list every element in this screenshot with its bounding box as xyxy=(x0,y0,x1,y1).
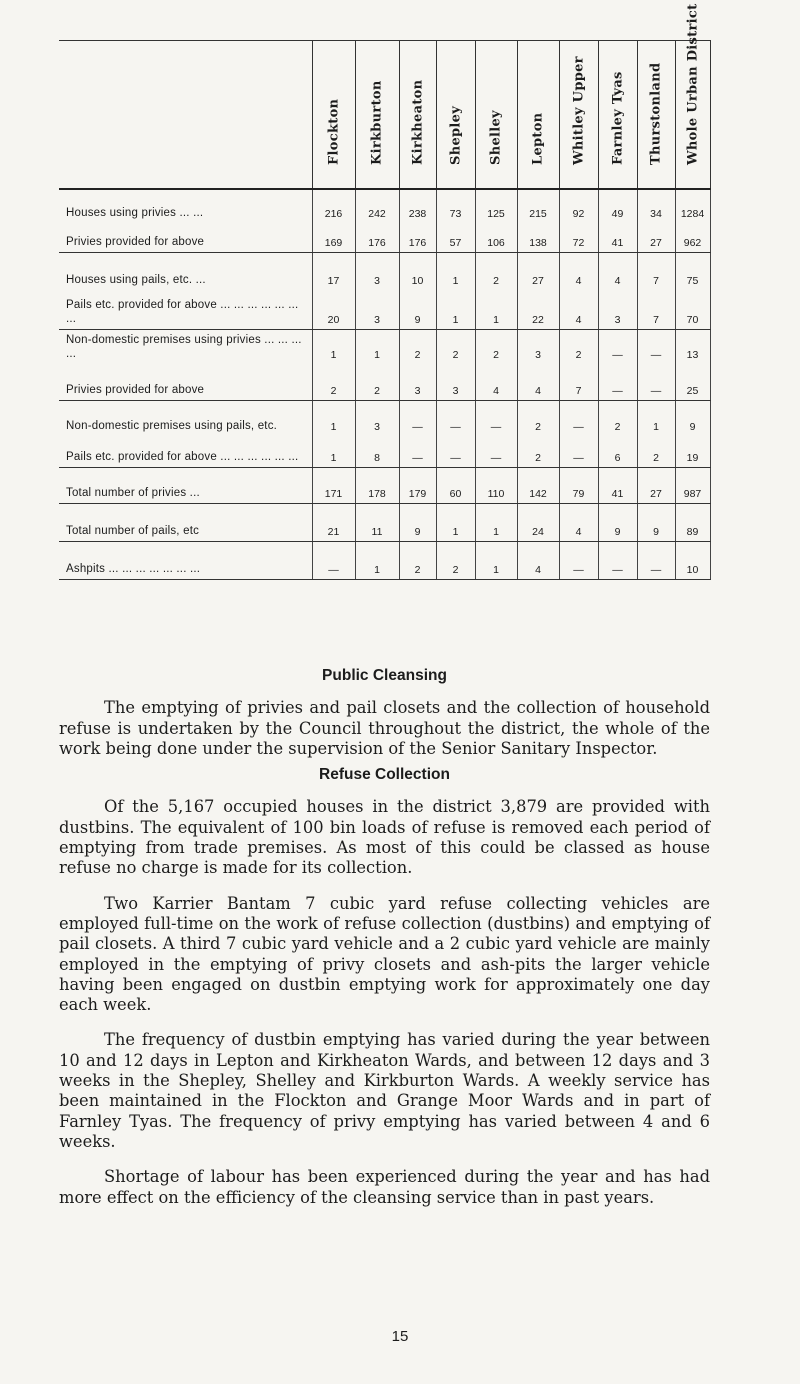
column-header: Shelley xyxy=(475,41,517,190)
table-cell: — xyxy=(475,401,517,437)
table-cell: 1 xyxy=(312,401,355,437)
table-cell: — xyxy=(637,364,675,401)
table-cell: 3 xyxy=(355,401,399,437)
table-cell: 2 xyxy=(598,401,637,437)
table-cell: 10 xyxy=(675,542,710,580)
paragraph: The frequency of dustbin emptying has varied during the year between 10 and 12 days in Lepton and Kirkheaton Wards, and between 12 days and 3 weeks in the Shepley, Shelley and Kirkburton Wards. A weekly service has been maintained in the Flockton and Grange Moor Wards and in part of Farnley Tyas. The frequency of privy emptying has varied between 4 and 6 weeks. xyxy=(59,1030,710,1151)
table-cell: 92 xyxy=(559,189,598,223)
table-cell: 125 xyxy=(475,189,517,223)
table-cell: 7 xyxy=(637,290,675,330)
section-heading-public-cleansing: Public Cleansing xyxy=(322,667,447,684)
table-row xyxy=(59,436,710,468)
table-cell: 49 xyxy=(598,189,637,223)
table-cell: 4 xyxy=(559,253,598,291)
table-cell: 4 xyxy=(517,542,559,580)
table-header-row xyxy=(59,41,710,190)
table-cell: 2 xyxy=(436,330,475,365)
table-cell: 27 xyxy=(517,253,559,291)
table-cell: 215 xyxy=(517,189,559,223)
table-cell: 238 xyxy=(399,189,436,223)
table-cell: 142 xyxy=(517,468,559,504)
table-row xyxy=(59,542,710,580)
table-cell: 3 xyxy=(598,290,637,330)
table-row xyxy=(59,330,710,365)
table-cell: 1 xyxy=(475,290,517,330)
table-row xyxy=(59,253,710,291)
table-cell: 9 xyxy=(399,290,436,330)
table-cell: — xyxy=(312,542,355,580)
column-header: Kirkburton xyxy=(355,41,399,190)
table-cell: 2 xyxy=(355,364,399,401)
table-cell: 89 xyxy=(675,504,710,542)
row-label: Privies provided for above xyxy=(59,364,312,401)
column-header: Lepton xyxy=(517,41,559,190)
table-cell: 8 xyxy=(355,436,399,468)
column-header: Whole Urban District xyxy=(675,41,710,190)
table-row xyxy=(59,401,710,437)
table-cell: — xyxy=(637,330,675,365)
table-cell: 179 xyxy=(399,468,436,504)
table-cell: 4 xyxy=(475,364,517,401)
table-cell: — xyxy=(598,330,637,365)
table-cell: 17 xyxy=(312,253,355,291)
table-row xyxy=(59,364,710,401)
table-cell: 176 xyxy=(355,223,399,253)
row-label: Total number of pails, etc xyxy=(59,504,312,542)
table-cell: 1 xyxy=(355,330,399,365)
row-label: Ashpits ... ... ... ... ... ... ... xyxy=(59,542,312,580)
table-cell: 216 xyxy=(312,189,355,223)
table-cell: 2 xyxy=(312,364,355,401)
column-header: Shepley xyxy=(436,41,475,190)
paragraph-intro: The emptying of privies and pail closets and the collection of household refuse is undertaken by the Council throughout the district, the whole of the work being done under the supervision of the Senior Sanitary Inspector. xyxy=(59,698,710,758)
table-cell: 9 xyxy=(399,504,436,542)
table-cell: 19 xyxy=(675,436,710,468)
table-cell: 72 xyxy=(559,223,598,253)
table-cell: 13 xyxy=(675,330,710,365)
table-cell: — xyxy=(559,436,598,468)
table-cell: 70 xyxy=(675,290,710,330)
page-number: 15 xyxy=(391,1328,409,1345)
table-cell: — xyxy=(598,364,637,401)
table-cell: 25 xyxy=(675,364,710,401)
table-cell: 4 xyxy=(559,290,598,330)
row-label: Pails etc. provided for above ... ... ... ... ... ... xyxy=(59,436,312,468)
paragraph: Shortage of labour has been experienced during the year and has had more effect on the efficiency of the cleansing service than in past years. xyxy=(59,1167,710,1207)
table-cell: — xyxy=(399,401,436,437)
table-cell: — xyxy=(436,436,475,468)
table-cell: 1 xyxy=(637,401,675,437)
table-cell: — xyxy=(559,542,598,580)
row-label: Non-domestic premises using pails, etc. xyxy=(66,420,278,432)
body-text xyxy=(59,666,710,1223)
table-cell: 41 xyxy=(598,468,637,504)
row-label: Houses using privies ... ... xyxy=(66,207,204,219)
table-cell: 4 xyxy=(517,364,559,401)
table-cell: 1 xyxy=(436,290,475,330)
table-cell: 178 xyxy=(355,468,399,504)
column-header: Thurstonland xyxy=(637,41,675,190)
row-label: Houses using pails, etc. ... xyxy=(66,274,206,286)
table-cell: — xyxy=(436,401,475,437)
table-cell: 176 xyxy=(399,223,436,253)
table-cell: 2 xyxy=(399,330,436,365)
table-cell: 171 xyxy=(312,468,355,504)
table-cell: 6 xyxy=(598,436,637,468)
table-cell: 24 xyxy=(517,504,559,542)
row-label: Pails etc. provided for above ... ... ... ... ... ... ... xyxy=(59,290,312,330)
header-corner xyxy=(59,41,312,190)
table-cell: 242 xyxy=(355,189,399,223)
table-cell: 138 xyxy=(517,223,559,253)
table-cell: 2 xyxy=(399,542,436,580)
table-cell: 4 xyxy=(559,504,598,542)
row-label: Total number of privies ... xyxy=(59,468,312,504)
table-cell: 2 xyxy=(559,330,598,365)
table-cell: 57 xyxy=(436,223,475,253)
table-cell: — xyxy=(598,542,637,580)
table-row xyxy=(59,290,710,330)
table-cell: 1 xyxy=(312,436,355,468)
table-cell: 2 xyxy=(517,401,559,437)
table-cell: 27 xyxy=(637,223,675,253)
table-cell: 1 xyxy=(475,542,517,580)
paragraph: Of the 5,167 occupied houses in the district 3,879 are provided with dustbins. The equivalent of 100 bin loads of refuse is removed each period of emptying from trade premises. As most of this could be classed as house refuse no charge is made for its collection. xyxy=(59,797,710,878)
column-header: Farnley Tyas xyxy=(598,41,637,190)
table-cell: 41 xyxy=(598,223,637,253)
paragraph: Two Karrier Bantam 7 cubic yard refuse collecting vehicles are employed full-time on the work of refuse collection (dustbins) and emptying of pail closets. A third 7 cubic yard vehicle and a 2 cubic yard vehicle are mainly employed in the emptying of privy closets and ash-pits the larger vehicle having been engaged on dustbin emptying work for approximately one day each week. xyxy=(59,893,710,1015)
table-cell: 22 xyxy=(517,290,559,330)
table-cell: 3 xyxy=(355,290,399,330)
row-label: Privies provided for above xyxy=(59,223,312,253)
table-cell: 3 xyxy=(399,364,436,401)
table-cell: 7 xyxy=(559,364,598,401)
table-cell: 1 xyxy=(436,504,475,542)
table-cell: 1 xyxy=(436,253,475,291)
table-cell: 73 xyxy=(436,189,475,223)
table-cell: 1 xyxy=(475,504,517,542)
row-label: Non-domestic premises using privies ... ... ... ... xyxy=(66,334,302,360)
table-cell: 27 xyxy=(637,468,675,504)
table-cell: 962 xyxy=(675,223,710,253)
column-header: Flockton xyxy=(312,41,355,190)
table-row xyxy=(59,223,710,253)
table-cell: 110 xyxy=(475,468,517,504)
table-cell: 10 xyxy=(399,253,436,291)
table-cell: 21 xyxy=(312,504,355,542)
column-header: Whitley Upper xyxy=(559,41,598,190)
table-cell: 9 xyxy=(675,401,710,437)
table-cell: 169 xyxy=(312,223,355,253)
table-cell: 3 xyxy=(436,364,475,401)
table-cell: 1 xyxy=(355,542,399,580)
table-cell: 2 xyxy=(637,436,675,468)
table-cell: 79 xyxy=(559,468,598,504)
table-row xyxy=(59,189,710,223)
table-cell: 2 xyxy=(436,542,475,580)
table-row xyxy=(59,504,710,542)
table-cell: — xyxy=(475,436,517,468)
table-cell: 7 xyxy=(637,253,675,291)
table-cell: — xyxy=(637,542,675,580)
table-cell: — xyxy=(399,436,436,468)
table-cell: 106 xyxy=(475,223,517,253)
table-cell: 9 xyxy=(598,504,637,542)
table-cell: 2 xyxy=(475,330,517,365)
table-cell: 9 xyxy=(637,504,675,542)
sanitation-table xyxy=(59,3,711,580)
table-cell: 75 xyxy=(675,253,710,291)
table-cell: 20 xyxy=(312,290,355,330)
table-cell: 987 xyxy=(675,468,710,504)
table-cell: 1284 xyxy=(675,189,710,223)
section-heading-refuse-collection: Refuse Collection xyxy=(319,766,450,784)
table-cell: 4 xyxy=(598,253,637,291)
table-cell: 2 xyxy=(475,253,517,291)
table-cell: 60 xyxy=(436,468,475,504)
table-cell: 2 xyxy=(517,436,559,468)
table-cell: 1 xyxy=(312,330,355,365)
table-cell: 11 xyxy=(355,504,399,542)
table-cell: 3 xyxy=(355,253,399,291)
table-cell: 34 xyxy=(637,189,675,223)
table-cell: 3 xyxy=(517,330,559,365)
table-row xyxy=(59,468,710,504)
table-cell: — xyxy=(559,401,598,437)
column-header: Kirkheaton xyxy=(399,41,436,190)
